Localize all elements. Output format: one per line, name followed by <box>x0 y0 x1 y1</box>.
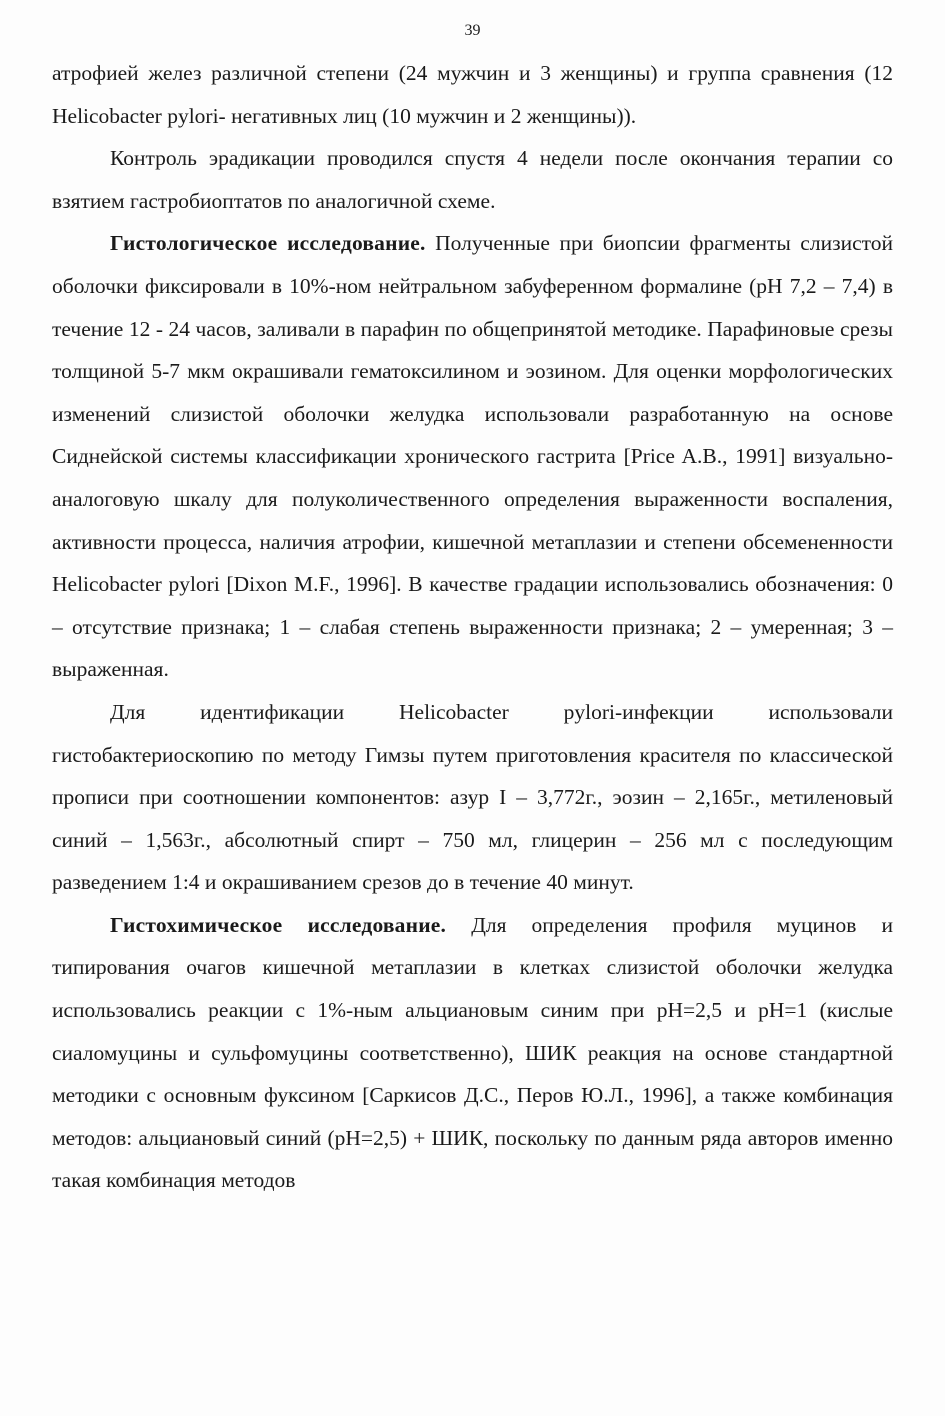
paragraph-histology <box>52 222 893 691</box>
paragraph-histochemistry <box>52 904 893 1202</box>
paragraph-text: атрофией желез различной степени (24 мужчин и 3 женщины) и группа сравнения (12 Helicobacter pylori- негативных лиц (10 мужчин и 2 женщины)). <box>52 61 893 128</box>
paragraph-continuation <box>52 52 893 137</box>
paragraph-text: Контроль эрадикации проводился спустя 4 недели после окончания терапии со взятием гастробиоптатов по аналогичной схеме. <box>52 146 893 213</box>
paragraph-text: Для идентификации Helicobacter pylori-инфекции использовали гистобактериоскопию по методу Гимзы путем приготовления красителя по классической прописи при соотношении компонентов: азур I – 3,772г., эозин – 2,165г., метиленовый синий – 1,563г., абсолютный спирт – 750 мл, глицерин – 256 мл с последующим разведением 1:4 и окрашиванием срезов до в течение 40 минут. <box>52 699 893 895</box>
page-number: 39 <box>464 22 481 39</box>
section-heading-histology: Гистологическое исследование. <box>110 231 426 256</box>
paragraph-text: Полученные при биопсии фрагменты слизистой оболочки фиксировали в 10%-ном нейтральном забуференном формалине (pH 7,2 – 7,4) в течение 12 - 24 часов, заливали в парафин по общепринятой методике. Парафиновые срезы толщиной 5-7 мкм окрашивали гематоксилином и эозином. Для оценки морфологических изменений слизистой оболочки желудка использовали разработанную на основе Сиднейской системы классификации хронического гастрита [Price A.B., 1991] визуально-аналоговую шкалу для полуколичественного определения выраженности воспаления, активности процесса, наличия атрофии, кишечной метаплазии и степени обсемененности Helicobacter pylori [Dixon M.F., 1996]. В качестве градации использовались обозначения: 0 – отсутствие признака; 1 – слабая степень выраженности признака; 2 – умеренная; 3 – выраженная. <box>52 231 893 682</box>
paragraph-eradication-control <box>52 137 893 222</box>
body-text <box>52 52 893 1202</box>
paragraph-text: Для определения профиля муцинов и типирования очагов кишечной метаплазии в клетках слизистой оболочки желудка использовались реакции с 1%-ным альциановым синим при pH=2,5 и pH=1 (кислые сиаломуцины и сульфомуцины соответственно), ШИК реакция на основе стандартной методики с основным фуксином [Саркисов Д.С., Перов Ю.Л., 1996], а также комбинация методов: альциановый синий (pH=2,5) + ШИК, поскольку по данным ряда авторов именно такая комбинация методов <box>52 912 894 1193</box>
paragraph-giemsa-method <box>52 691 893 904</box>
section-heading-histochemistry: Гистохимическое исследование. <box>110 912 447 937</box>
